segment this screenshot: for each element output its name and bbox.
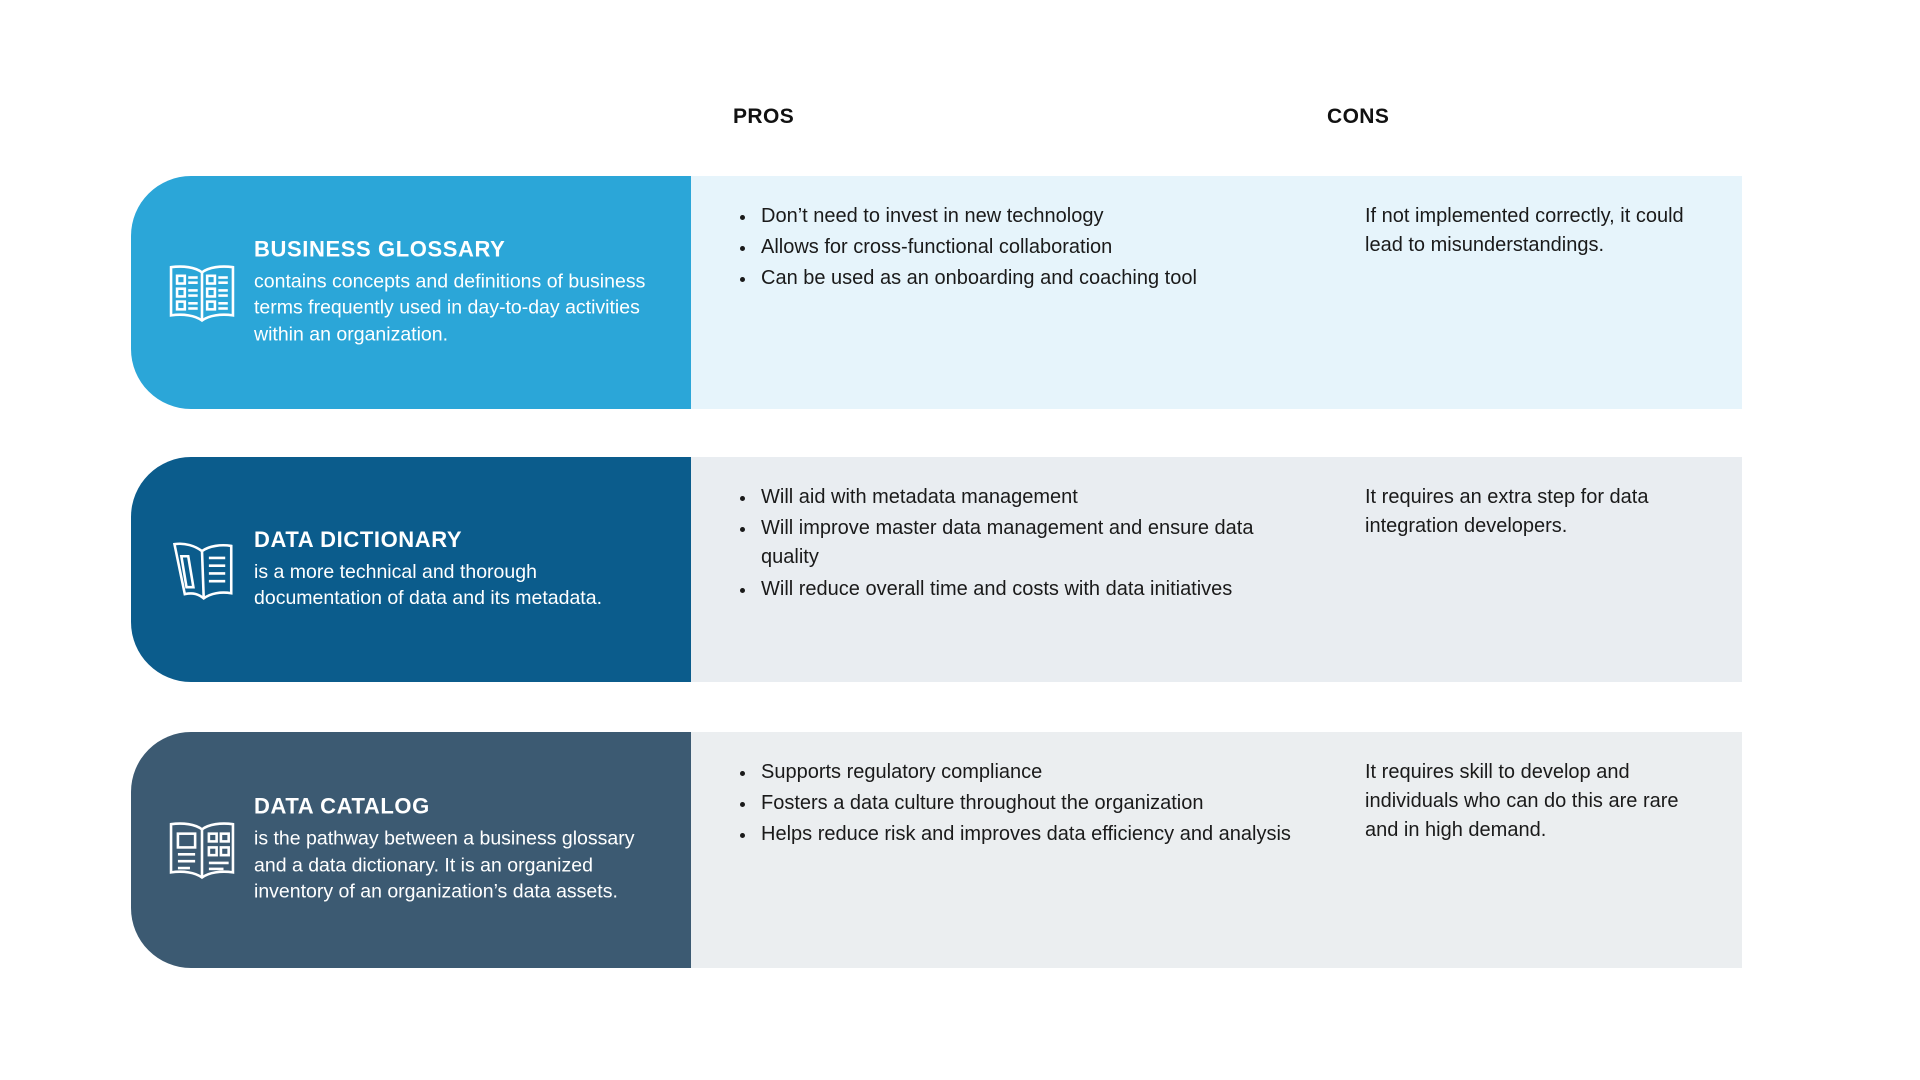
- list-item: • Will improve master data management and ensure data quality: [757, 514, 1303, 572]
- cons-text: If not implemented correctly, it could lead to misunderstandings.: [1365, 205, 1684, 257]
- row-data-catalog: [131, 732, 1742, 968]
- content-panel-data-catalog: [691, 732, 1742, 968]
- panel-title: DATA DICTIONARY: [254, 526, 463, 552]
- label-text-business-glossary: [254, 237, 669, 348]
- open-book-icon: [159, 807, 245, 893]
- content-panel-business-glossary: [691, 176, 1742, 409]
- list-item: • Will reduce overall time and costs with data initiatives: [757, 575, 1303, 604]
- list-item: • Can be used as an onboarding and coaching tool: [757, 264, 1303, 293]
- label-panel-data-catalog: [131, 732, 691, 968]
- list-item: • Supports regulatory compliance: [757, 758, 1303, 787]
- panel-description: contains concepts and definitions of business terms frequently used in day-to-day activities within an organization.: [254, 270, 646, 346]
- pros-column-header: PROS: [733, 105, 795, 128]
- pros-list: [735, 483, 1303, 604]
- pros-cell-data-catalog: [691, 758, 1321, 946]
- cons-text: It requires an extra step for data integration developers.: [1365, 486, 1649, 538]
- label-text-data-dictionary: [254, 527, 669, 611]
- row-business-glossary: [131, 176, 1742, 409]
- column-headers: [0, 105, 1920, 135]
- pros-cell-business-glossary: [691, 202, 1321, 387]
- pros-list: [735, 758, 1303, 850]
- pros-cell-data-dictionary: [691, 483, 1321, 660]
- list-item: • Will aid with metadata management: [757, 483, 1303, 512]
- cons-cell-business-glossary: [1321, 202, 1742, 387]
- cons-column-header: CONS: [1327, 105, 1390, 128]
- content-panel-data-dictionary: [691, 457, 1742, 682]
- label-panel-business-glossary: [131, 176, 691, 409]
- panel-title: BUSINESS GLOSSARY: [254, 236, 506, 262]
- panel-title: DATA CATALOG: [254, 793, 430, 819]
- list-item: • Don’t need to invest in new technology: [757, 202, 1303, 231]
- row-data-dictionary: [131, 457, 1742, 682]
- cons-cell-data-dictionary: [1321, 483, 1742, 660]
- cons-cell-data-catalog: [1321, 758, 1742, 946]
- pros-list: [735, 202, 1303, 294]
- list-item: • Fosters a data culture throughout the organization: [757, 789, 1303, 818]
- panel-description: is the pathway between a business glossary and a data dictionary. It is an organized inventory of an organization’s data assets.: [254, 827, 635, 903]
- label-text-data-catalog: [254, 795, 669, 906]
- open-book-icon: [159, 250, 245, 336]
- open-book-icon: [159, 527, 245, 613]
- list-item: • Allows for cross-functional collaboration: [757, 233, 1303, 262]
- panel-description: is a more technical and thorough documentation of data and its metadata.: [254, 560, 602, 610]
- list-item: • Helps reduce risk and improves data efficiency and analysis: [757, 820, 1303, 849]
- cons-text: It requires skill to develop and individuals who can do this are rare and in high demand.: [1365, 761, 1679, 842]
- label-panel-data-dictionary: [131, 457, 691, 682]
